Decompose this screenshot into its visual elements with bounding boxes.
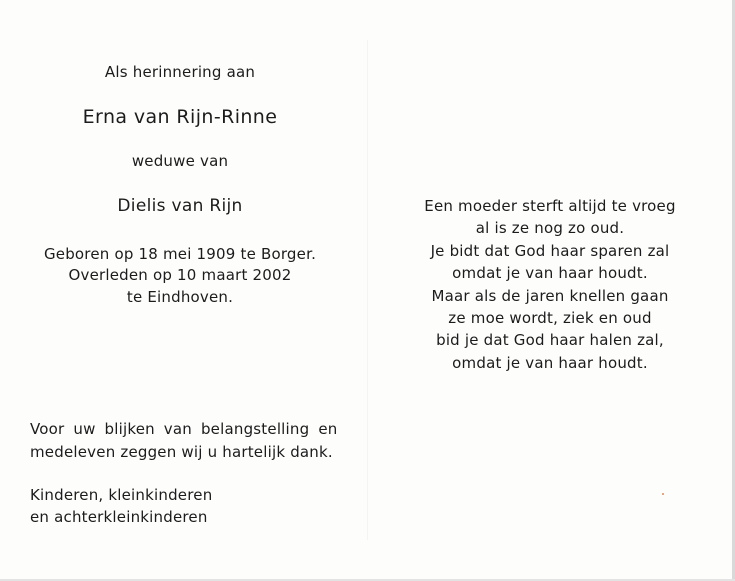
- family-line: Kinderen, kleinkinderen: [30, 486, 213, 504]
- thanks-text: [30, 418, 337, 464]
- poem: [405, 195, 695, 374]
- thanks-line: medeleven zeggen wij u hartelijk dank.: [30, 443, 333, 461]
- family-signature: [30, 484, 212, 528]
- death-place-text: te Eindhoven.: [126, 288, 234, 306]
- poem-line: Een moeder sterft altijd te vroeg: [424, 197, 676, 215]
- card-fold-line: [367, 40, 368, 540]
- poem-line: omdat je van haar houdt.: [452, 264, 648, 283]
- death-text: Overleden op 10 maart 2002: [68, 266, 292, 284]
- intro-text: Als herinnering aan: [104, 63, 256, 81]
- poem-line: omdat je van haar houdt.: [452, 353, 648, 372]
- birth-text: Geboren op 18 mei 1909 te Borger.: [43, 245, 317, 263]
- print-speck: [662, 493, 664, 495]
- family-line: en achterkleinkinderen: [30, 508, 208, 526]
- poem-line: al is ze nog zo oud.: [475, 219, 625, 238]
- spouse-name: Dielis van Rijn: [117, 196, 243, 216]
- deceased-name: Erna van Rijn-Rinne: [82, 106, 278, 128]
- poem-line: ze moe wordt, ziek en oud: [448, 309, 652, 328]
- poem-line: Maar als de jaren knellen gaan: [431, 286, 669, 305]
- thanks-line: Voor uw blijken van belangstelling en: [30, 420, 338, 438]
- relation-text: weduwe van: [131, 152, 229, 170]
- poem-line: Je bidt dat God haar sparen zal: [430, 241, 670, 260]
- poem-line: bid je dat God haar halen zal,: [436, 331, 664, 350]
